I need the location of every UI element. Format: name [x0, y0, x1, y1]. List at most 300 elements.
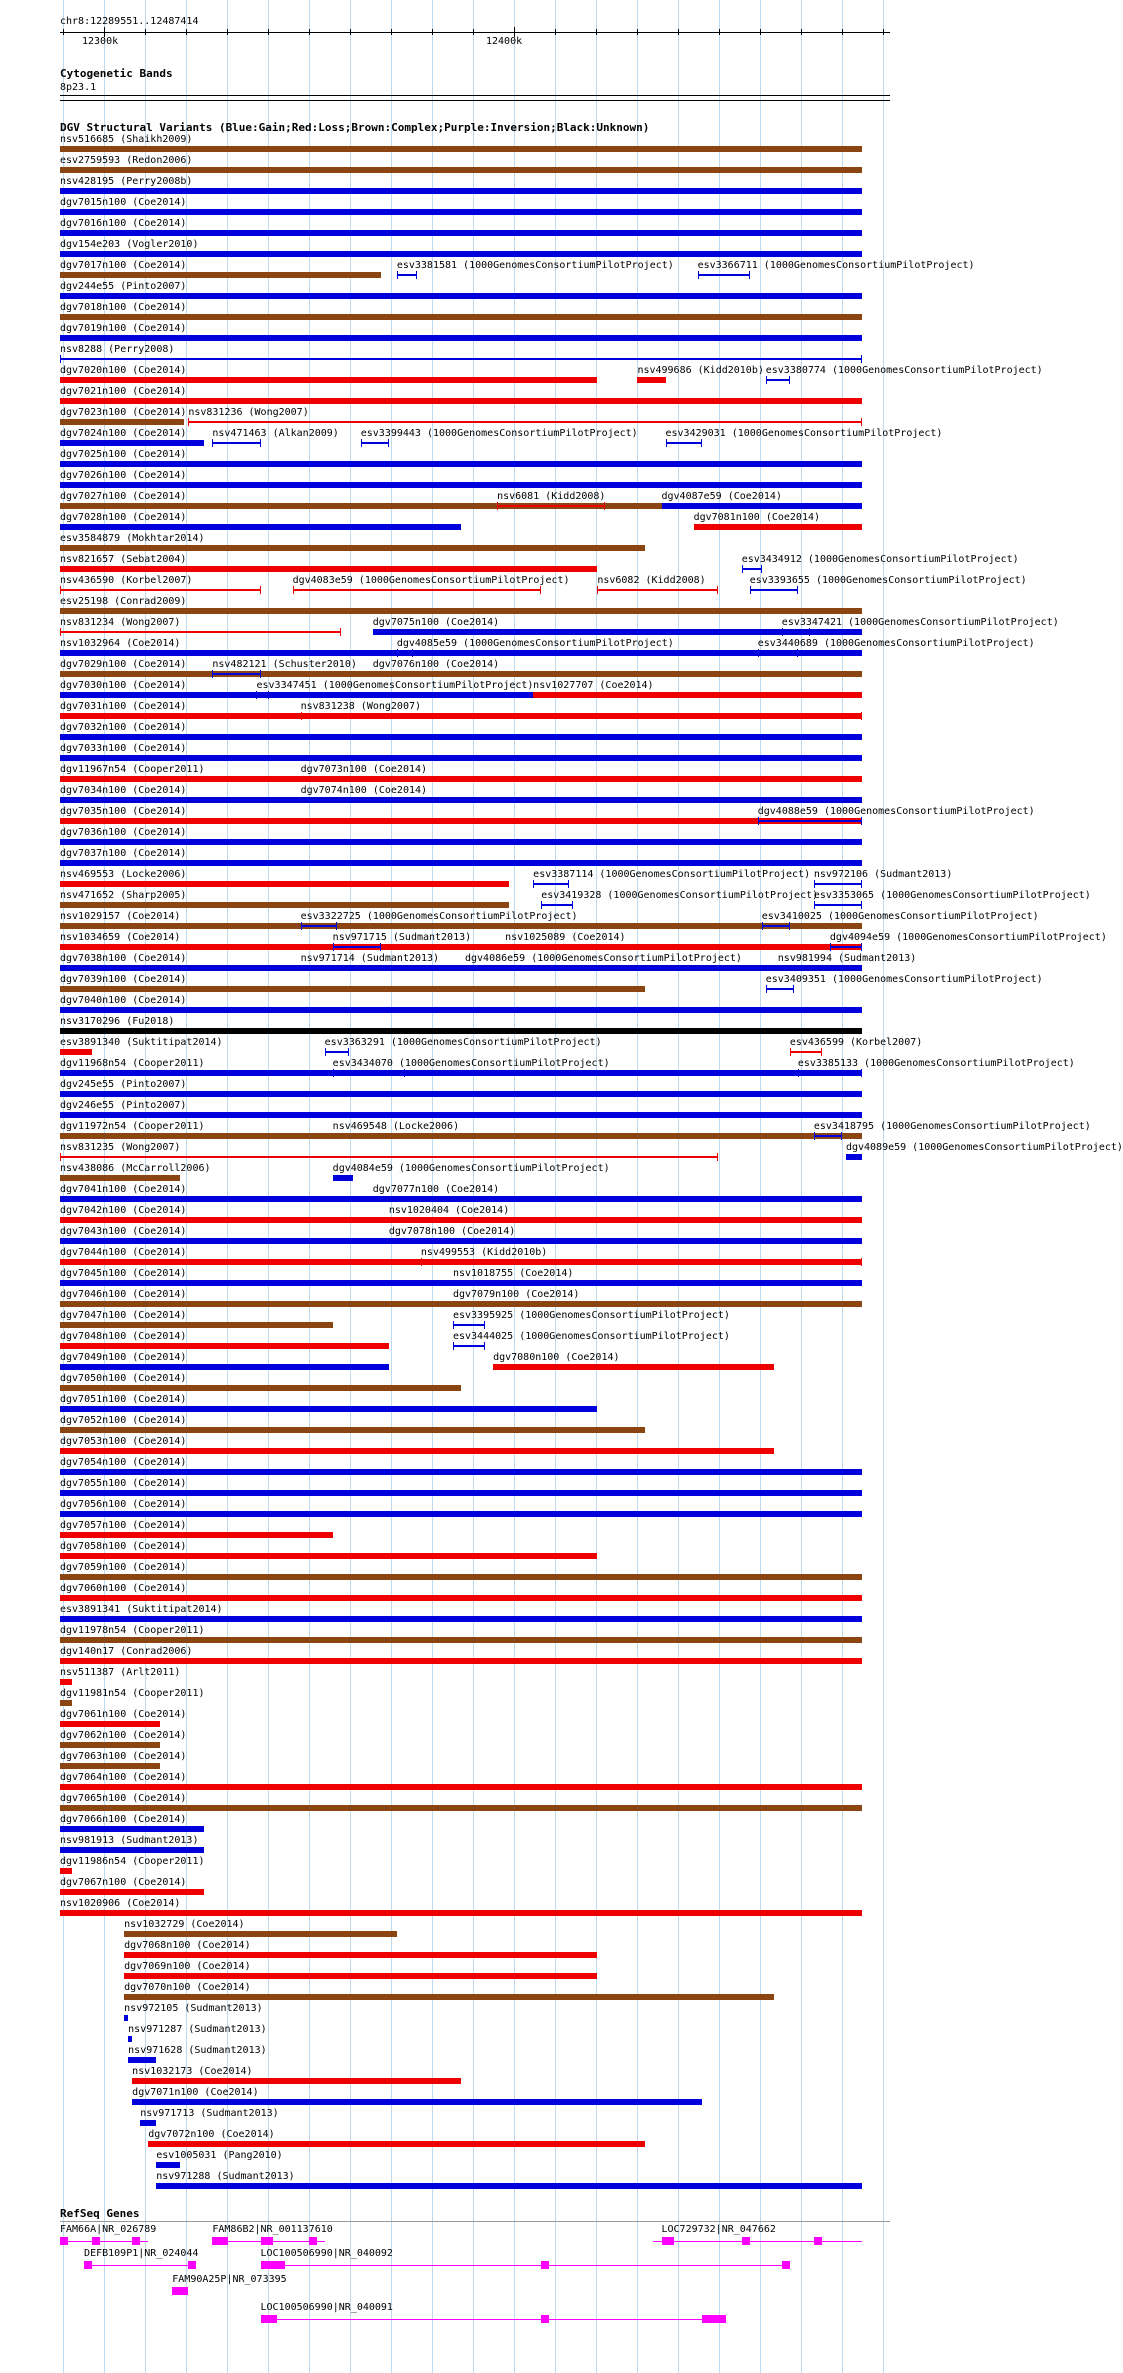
- variant-label[interactable]: dgv7073n100 (Coe2014): [300, 764, 428, 775]
- variant-label[interactable]: nsv971288 (Sudmant2013): [156, 2171, 295, 2182]
- variant-label[interactable]: esv3584879 (Mokhtar2014): [60, 533, 205, 544]
- variant-label[interactable]: nsv821657 (Sebat2004): [60, 554, 187, 565]
- variant-bar[interactable]: [60, 293, 862, 299]
- variant-label[interactable]: dgv7039n100 (Coe2014): [60, 974, 187, 985]
- variant-label[interactable]: dgv7071n100 (Coe2014): [132, 2087, 259, 2098]
- variant-bar[interactable]: [637, 377, 665, 383]
- variant-bar[interactable]: [60, 167, 862, 173]
- variant-label[interactable]: dgv4085e59 (1000GenomesConsortiumPilotProject): [396, 638, 674, 649]
- variant-bar[interactable]: [128, 2036, 132, 2042]
- variant-label[interactable]: esv2759593 (Redon2006): [60, 155, 193, 166]
- variant-label[interactable]: nsv972106 (Sudmant2013): [813, 869, 953, 880]
- variant-label[interactable]: dgv140n17 (Conrad2006): [60, 1646, 193, 1657]
- gene-label[interactable]: LOC100506990|NR_040091: [260, 2302, 393, 2313]
- gene-intron-line[interactable]: [261, 2265, 790, 2266]
- variant-label[interactable]: esv3891341 (Suktitipat2014): [60, 1604, 223, 1615]
- variant-label[interactable]: esv3434070 (1000GenomesConsortiumPilotProject): [332, 1058, 610, 1069]
- gene-label[interactable]: LOC729732|NR_047662: [661, 2224, 776, 2235]
- variant-label[interactable]: nsv981994 (Sudmant2013): [777, 953, 917, 964]
- variant-bar[interactable]: [694, 524, 862, 530]
- gene-intron-line[interactable]: [261, 2319, 726, 2320]
- variant-label[interactable]: dgv7028n100 (Coe2014): [60, 512, 187, 523]
- variant-bar[interactable]: [128, 2057, 156, 2063]
- variant-label[interactable]: nsv1018755 (Coe2014): [452, 1268, 574, 1279]
- variant-label[interactable]: esv3444025 (1000GenomesConsortiumPilotProject): [452, 1331, 730, 1342]
- variant-label[interactable]: nsv981913 (Sudmant2013): [60, 1835, 199, 1846]
- variant-label[interactable]: nsv469553 (Locke2006): [60, 869, 187, 880]
- variant-label[interactable]: nsv3170296 (Fu2018): [60, 1016, 175, 1027]
- variant-label[interactable]: esv3891340 (Suktitipat2014): [60, 1037, 223, 1048]
- variant-bar[interactable]: [60, 461, 862, 467]
- variant-bar[interactable]: [60, 1826, 204, 1832]
- variant-bar[interactable]: [60, 1469, 862, 1475]
- variant-label[interactable]: dgv7079n100 (Coe2014): [452, 1289, 580, 1300]
- variant-bar[interactable]: [333, 946, 381, 948]
- variant-bar[interactable]: [698, 274, 750, 276]
- variant-bar[interactable]: [60, 398, 862, 404]
- variant-bar[interactable]: [766, 379, 790, 381]
- variant-label[interactable]: nsv971287 (Sudmant2013): [128, 2024, 267, 2035]
- gene-exon[interactable]: [662, 2237, 674, 2245]
- variant-label[interactable]: nsv8288 (Perry2008): [60, 344, 175, 355]
- variant-label[interactable]: dgv7029n100 (Coe2014): [60, 659, 187, 670]
- variant-label[interactable]: nsv972105 (Sudmant2013): [124, 2003, 263, 2014]
- variant-label[interactable]: dgv4083e59 (1000GenomesConsortiumPilotProject): [292, 575, 570, 586]
- variant-label[interactable]: dgv7037n100 (Coe2014): [60, 848, 187, 859]
- variant-label[interactable]: dgv7024n100 (Coe2014): [60, 428, 187, 439]
- variant-label[interactable]: dgv7065n100 (Coe2014): [60, 1793, 187, 1804]
- variant-label[interactable]: esv3393655 (1000GenomesConsortiumPilotProject): [749, 575, 1027, 586]
- variant-label[interactable]: dgv7078n100 (Coe2014): [388, 1226, 516, 1237]
- variant-label[interactable]: nsv6081 (Kidd2008): [497, 491, 606, 502]
- variant-bar[interactable]: [60, 1511, 862, 1517]
- variant-label[interactable]: esv3419328 (1000GenomesConsortiumPilotProject): [541, 890, 819, 901]
- variant-bar[interactable]: [373, 1196, 862, 1202]
- gene-exon[interactable]: [742, 2237, 750, 2245]
- variant-label[interactable]: dgv7055n100 (Coe2014): [60, 1478, 187, 1489]
- variant-bar[interactable]: [60, 1784, 862, 1790]
- variant-bar[interactable]: [60, 146, 862, 152]
- gene-exon[interactable]: [261, 2315, 277, 2323]
- variant-label[interactable]: nsv482121 (Schuster2010): [212, 659, 357, 670]
- variant-bar[interactable]: [60, 1553, 597, 1559]
- variant-label[interactable]: dgv7052n100 (Coe2014): [60, 1415, 187, 1426]
- gene-label[interactable]: FAM86B2|NR_001137610: [212, 2224, 333, 2235]
- variant-label[interactable]: dgv7072n100 (Coe2014): [148, 2129, 275, 2140]
- variant-bar[interactable]: [453, 1301, 862, 1307]
- variant-bar[interactable]: [505, 944, 862, 950]
- variant-label[interactable]: esv436599 (Korbel2007): [789, 1037, 923, 1048]
- variant-label[interactable]: dgv7064n100 (Coe2014): [60, 1772, 187, 1783]
- variant-bar[interactable]: [60, 1448, 774, 1454]
- variant-label[interactable]: dgv7062n100 (Coe2014): [60, 1730, 187, 1741]
- variant-bar[interactable]: [60, 482, 862, 488]
- variant-label[interactable]: nsv831236 (Wong2007): [188, 407, 309, 418]
- variant-label[interactable]: dgv7081n100 (Coe2014): [693, 512, 821, 523]
- variant-bar[interactable]: [60, 1406, 597, 1412]
- variant-bar[interactable]: [830, 946, 862, 948]
- variant-label[interactable]: dgv7025n100 (Coe2014): [60, 449, 187, 460]
- gene-exon[interactable]: [814, 2237, 822, 2245]
- variant-bar[interactable]: [60, 1616, 862, 1622]
- gene-label[interactable]: DEFB109P1|NR_024044: [84, 2248, 199, 2259]
- variant-label[interactable]: nsv971628 (Sudmant2013): [128, 2045, 267, 2056]
- variant-label[interactable]: esv3434912 (1000GenomesConsortiumPilotProject): [741, 554, 1019, 565]
- variant-bar[interactable]: [453, 1345, 485, 1347]
- variant-label[interactable]: esv3387114 (1000GenomesConsortiumPilotProject): [533, 869, 811, 880]
- variant-bar[interactable]: [325, 1051, 349, 1053]
- variant-bar[interactable]: [60, 1847, 204, 1853]
- variant-label[interactable]: dgv7018n100 (Coe2014): [60, 302, 187, 313]
- variant-bar[interactable]: [397, 274, 417, 276]
- variant-label[interactable]: nsv471652 (Sharp2005): [60, 890, 187, 901]
- variant-bar[interactable]: [301, 797, 862, 803]
- variant-label[interactable]: esv25198 (Conrad2009): [60, 596, 187, 607]
- variant-bar[interactable]: [60, 1721, 160, 1727]
- variant-label[interactable]: dgv244e55 (Pinto2007): [60, 281, 187, 292]
- variant-bar[interactable]: [662, 503, 863, 509]
- variant-bar[interactable]: [533, 692, 862, 698]
- variant-label[interactable]: nsv971715 (Sudmant2013): [332, 932, 472, 943]
- variant-label[interactable]: esv3380774 (1000GenomesConsortiumPilotProject): [765, 365, 1043, 376]
- variant-label[interactable]: esv3353065 (1000GenomesConsortiumPilotProject): [813, 890, 1091, 901]
- variant-bar[interactable]: [541, 904, 573, 906]
- variant-bar[interactable]: [60, 1175, 180, 1181]
- variant-label[interactable]: dgv7053n100 (Coe2014): [60, 1436, 187, 1447]
- variant-label[interactable]: dgv7050n100 (Coe2014): [60, 1373, 187, 1384]
- variant-bar[interactable]: [60, 1028, 862, 1034]
- variant-bar[interactable]: [124, 1994, 774, 2000]
- variant-bar[interactable]: [60, 1679, 72, 1685]
- variant-bar[interactable]: [60, 1805, 862, 1811]
- variant-label[interactable]: dgv4087e59 (Coe2014): [661, 491, 782, 502]
- variant-bar[interactable]: [60, 1091, 862, 1097]
- variant-bar[interactable]: [60, 545, 645, 551]
- variant-label[interactable]: nsv831235 (Wong2007): [60, 1142, 181, 1153]
- variant-label[interactable]: dgv7026n100 (Coe2014): [60, 470, 187, 481]
- variant-bar[interactable]: [301, 715, 862, 717]
- variant-label[interactable]: dgv7048n100 (Coe2014): [60, 1331, 187, 1342]
- variant-bar[interactable]: [389, 1217, 862, 1223]
- variant-bar[interactable]: [762, 925, 790, 927]
- variant-label[interactable]: esv3399443 (1000GenomesConsortiumPilotProject): [360, 428, 638, 439]
- variant-label[interactable]: esv3395925 (1000GenomesConsortiumPilotProject): [452, 1310, 730, 1321]
- variant-label[interactable]: nsv428195 (Perry2008b): [60, 176, 193, 187]
- variant-bar[interactable]: [60, 272, 381, 278]
- variant-bar[interactable]: [533, 883, 569, 885]
- variant-label[interactable]: dgv11978n54 (Cooper2011): [60, 1625, 205, 1636]
- variant-label[interactable]: dgv7043n100 (Coe2014): [60, 1226, 187, 1237]
- variant-bar[interactable]: [188, 421, 862, 423]
- variant-bar[interactable]: [361, 442, 389, 444]
- variant-label[interactable]: dgv7046n100 (Coe2014): [60, 1289, 187, 1300]
- variant-label[interactable]: esv3418795 (1000GenomesConsortiumPilotProject): [813, 1121, 1091, 1132]
- variant-label[interactable]: dgv7036n100 (Coe2014): [60, 827, 187, 838]
- variant-label[interactable]: dgv7051n100 (Coe2014): [60, 1394, 187, 1405]
- variant-bar[interactable]: [742, 568, 762, 570]
- variant-bar[interactable]: [60, 1742, 160, 1748]
- variant-bar[interactable]: [60, 860, 862, 866]
- variant-label[interactable]: dgv7019n100 (Coe2014): [60, 323, 187, 334]
- variant-bar[interactable]: [60, 230, 862, 236]
- variant-bar[interactable]: [60, 377, 597, 383]
- variant-label[interactable]: nsv511387 (Arlt2011): [60, 1667, 181, 1678]
- variant-label[interactable]: dgv7017n100 (Coe2014): [60, 260, 187, 271]
- variant-label[interactable]: dgv7027n100 (Coe2014): [60, 491, 187, 502]
- gene-label[interactable]: FAM66A|NR_026789: [60, 2224, 157, 2235]
- variant-label[interactable]: dgv7074n100 (Coe2014): [300, 785, 428, 796]
- variant-label[interactable]: esv3409351 (1000GenomesConsortiumPilotProject): [765, 974, 1043, 985]
- gene-exon[interactable]: [212, 2237, 228, 2245]
- variant-bar[interactable]: [497, 505, 605, 507]
- variant-bar[interactable]: [666, 442, 702, 444]
- variant-label[interactable]: dgv7059n100 (Coe2014): [60, 1562, 187, 1573]
- variant-label[interactable]: dgv7042n100 (Coe2014): [60, 1205, 187, 1216]
- variant-label[interactable]: esv3385133 (1000GenomesConsortiumPilotProject): [797, 1058, 1075, 1069]
- variant-label[interactable]: dgv7016n100 (Coe2014): [60, 218, 187, 229]
- variant-label[interactable]: esv3322725 (1000GenomesConsortiumPilotProject): [300, 911, 578, 922]
- cytoband-track-title[interactable]: Cytogenetic Bands: [60, 67, 173, 80]
- variant-label[interactable]: nsv971713 (Sudmant2013): [140, 2108, 279, 2119]
- variant-bar[interactable]: [60, 419, 184, 425]
- variant-bar[interactable]: [60, 251, 862, 257]
- variant-label[interactable]: nsv971714 (Sudmant2013): [300, 953, 440, 964]
- variant-bar[interactable]: [60, 1889, 204, 1895]
- variant-label[interactable]: nsv1032173 (Coe2014): [132, 2066, 253, 2077]
- variant-label[interactable]: nsv1020906 (Coe2014): [60, 1898, 181, 1909]
- variant-bar[interactable]: [465, 965, 477, 971]
- variant-bar[interactable]: [60, 1364, 389, 1370]
- variant-bar[interactable]: [124, 1952, 597, 1958]
- variant-bar[interactable]: [60, 1637, 862, 1643]
- variant-bar[interactable]: [60, 440, 204, 446]
- variant-bar[interactable]: [814, 1135, 842, 1137]
- variant-bar[interactable]: [60, 1595, 862, 1601]
- variant-label[interactable]: dgv11981n54 (Cooper2011): [60, 1688, 205, 1699]
- variant-label[interactable]: esv1005031 (Pang2010): [156, 2150, 283, 2161]
- variant-bar[interactable]: [60, 209, 862, 215]
- variant-bar[interactable]: [421, 1261, 862, 1263]
- variant-bar[interactable]: [293, 589, 542, 591]
- variant-bar[interactable]: [60, 1658, 862, 1664]
- variant-label[interactable]: nsv499686 (Kidd2010b): [637, 365, 764, 376]
- variant-bar[interactable]: [333, 1133, 766, 1139]
- variant-label[interactable]: dgv11986n54 (Cooper2011): [60, 1856, 205, 1867]
- gene-exon[interactable]: [84, 2261, 92, 2269]
- variant-bar[interactable]: [750, 589, 798, 591]
- variant-bar[interactable]: [798, 1072, 862, 1074]
- variant-label[interactable]: dgv7033n100 (Coe2014): [60, 743, 187, 754]
- variant-label[interactable]: dgv7021n100 (Coe2014): [60, 386, 187, 397]
- gene-exon[interactable]: [541, 2315, 549, 2323]
- variant-label[interactable]: esv3410025 (1000GenomesConsortiumPilotProject): [761, 911, 1039, 922]
- variant-label[interactable]: dgv246e55 (Pinto2007): [60, 1100, 187, 1111]
- variant-bar[interactable]: [60, 1700, 72, 1706]
- variant-bar[interactable]: [790, 1051, 822, 1053]
- variant-label[interactable]: dgv7054n100 (Coe2014): [60, 1457, 187, 1468]
- variant-label[interactable]: dgv7077n100 (Coe2014): [372, 1184, 500, 1195]
- variant-label[interactable]: dgv7041n100 (Coe2014): [60, 1184, 187, 1195]
- variant-bar[interactable]: [301, 925, 337, 927]
- variant-label[interactable]: nsv1027707 (Coe2014): [533, 680, 654, 691]
- variant-bar[interactable]: [60, 358, 862, 360]
- variant-bar[interactable]: [60, 335, 862, 341]
- variant-label[interactable]: nsv1032729 (Coe2014): [124, 1919, 245, 1930]
- variant-label[interactable]: nsv1032964 (Coe2014): [60, 638, 181, 649]
- variant-label[interactable]: dgv7067n100 (Coe2014): [60, 1877, 187, 1888]
- variant-label[interactable]: dgv11972n54 (Cooper2011): [60, 1121, 205, 1132]
- variant-label[interactable]: dgv7015n100 (Coe2014): [60, 197, 187, 208]
- variant-bar[interactable]: [597, 589, 717, 591]
- variant-bar[interactable]: [778, 965, 862, 971]
- variant-label[interactable]: dgv7069n100 (Coe2014): [124, 1961, 251, 1972]
- variant-bar[interactable]: [60, 1763, 160, 1769]
- variant-bar[interactable]: [758, 652, 798, 654]
- variant-label[interactable]: nsv1020404 (Coe2014): [388, 1205, 510, 1216]
- variant-bar[interactable]: [60, 650, 862, 656]
- variant-label[interactable]: dgv7044n100 (Coe2014): [60, 1247, 187, 1258]
- variant-bar[interactable]: [60, 1112, 862, 1118]
- variant-label[interactable]: dgv7056n100 (Coe2014): [60, 1499, 187, 1510]
- variant-label[interactable]: dgv7063n100 (Coe2014): [60, 1751, 187, 1762]
- variant-bar[interactable]: [60, 1532, 333, 1538]
- variant-bar[interactable]: [60, 1385, 461, 1391]
- variant-label[interactable]: dgv7047n100 (Coe2014): [60, 1310, 187, 1321]
- dgv-track-title[interactable]: DGV Structural Variants (Blue:Gain;Red:Loss;Brown:Complex;Purple:Inversion;Black:Unknown): [60, 121, 650, 134]
- variant-label[interactable]: dgv7058n100 (Coe2014): [60, 1541, 187, 1552]
- variant-bar[interactable]: [60, 188, 862, 194]
- variant-bar[interactable]: [60, 839, 862, 845]
- variant-bar[interactable]: [60, 1427, 645, 1433]
- variant-label[interactable]: nsv6082 (Kidd2008): [597, 575, 706, 586]
- variant-bar[interactable]: [60, 818, 862, 824]
- variant-label[interactable]: nsv831238 (Wong2007): [300, 701, 422, 712]
- gene-intron-line[interactable]: [84, 2265, 196, 2266]
- variant-label[interactable]: dgv7070n100 (Coe2014): [124, 1982, 251, 1993]
- variant-bar[interactable]: [60, 608, 862, 614]
- variant-bar[interactable]: [60, 734, 862, 740]
- variant-label[interactable]: nsv499553 (Kidd2010b): [420, 1247, 548, 1258]
- variant-label[interactable]: dgv7030n100 (Coe2014): [60, 680, 187, 691]
- variant-label[interactable]: nsv1034659 (Coe2014): [60, 932, 181, 943]
- gene-exon[interactable]: [309, 2237, 317, 2245]
- gene-exon[interactable]: [188, 2261, 196, 2269]
- variant-label[interactable]: dgv7080n100 (Coe2014): [493, 1352, 620, 1363]
- gene-exon[interactable]: [702, 2315, 726, 2323]
- gene-exon[interactable]: [92, 2237, 100, 2245]
- variant-bar[interactable]: [60, 1490, 862, 1496]
- variant-bar[interactable]: [124, 1931, 397, 1937]
- variant-bar[interactable]: [373, 671, 862, 677]
- variant-label[interactable]: dgv7040n100 (Coe2014): [60, 995, 187, 1006]
- variant-label[interactable]: nsv438086 (McCarroll2006): [60, 1163, 211, 1174]
- variant-bar[interactable]: [60, 1343, 389, 1349]
- variant-bar[interactable]: [60, 923, 862, 929]
- variant-bar[interactable]: [397, 652, 413, 654]
- variant-bar[interactable]: [758, 820, 862, 822]
- variant-label[interactable]: dgv7049n100 (Coe2014): [60, 1352, 187, 1363]
- variant-bar[interactable]: [124, 1973, 597, 1979]
- variant-bar[interactable]: [766, 988, 794, 990]
- variant-label[interactable]: dgv7023n100 (Coe2014): [60, 407, 187, 418]
- variant-label[interactable]: esv3363291 (1000GenomesConsortiumPilotProject): [324, 1037, 602, 1048]
- variant-bar[interactable]: [60, 1070, 862, 1076]
- gene-exon[interactable]: [782, 2261, 790, 2269]
- variant-label[interactable]: dgv7068n100 (Coe2014): [124, 1940, 251, 1951]
- variant-bar[interactable]: [60, 589, 261, 591]
- variant-label[interactable]: nsv831234 (Wong2007): [60, 617, 181, 628]
- variant-label[interactable]: dgv7061n100 (Coe2014): [60, 1709, 187, 1720]
- variant-label[interactable]: dgv7057n100 (Coe2014): [60, 1520, 187, 1531]
- variant-label[interactable]: dgv7060n100 (Coe2014): [60, 1583, 187, 1594]
- variant-bar[interactable]: [453, 1280, 862, 1286]
- gene-exon[interactable]: [261, 2237, 273, 2245]
- variant-bar[interactable]: [389, 1238, 862, 1244]
- gene-exon[interactable]: [541, 2261, 549, 2269]
- variant-bar[interactable]: [60, 314, 862, 320]
- variant-label[interactable]: nsv1029157 (Coe2014): [60, 911, 181, 922]
- variant-bar[interactable]: [493, 1364, 774, 1370]
- variant-bar[interactable]: [782, 631, 810, 633]
- variant-bar[interactable]: [60, 986, 645, 992]
- gene-label[interactable]: LOC100506990|NR_040092: [260, 2248, 393, 2259]
- variant-label[interactable]: nsv469548 (Locke2006): [332, 1121, 460, 1132]
- variant-bar[interactable]: [60, 1868, 72, 1874]
- variant-label[interactable]: esv3440689 (1000GenomesConsortiumPilotProject): [757, 638, 1035, 649]
- variant-bar[interactable]: [60, 755, 862, 761]
- gene-exon[interactable]: [132, 2237, 140, 2245]
- variant-label[interactable]: dgv4089e59 (1000GenomesConsortiumPilotProject): [845, 1142, 1123, 1153]
- variant-bar[interactable]: [60, 1156, 718, 1158]
- variant-bar[interactable]: [453, 1324, 485, 1326]
- variant-label[interactable]: dgv4084e59 (1000GenomesConsortiumPilotProject): [332, 1163, 610, 1174]
- variant-label[interactable]: dgv7031n100 (Coe2014): [60, 701, 187, 712]
- variant-label[interactable]: nsv471463 (Alkan2009): [212, 428, 339, 439]
- variant-label[interactable]: dgv7020n100 (Coe2014): [60, 365, 187, 376]
- variant-bar[interactable]: [212, 673, 260, 675]
- variant-label[interactable]: dgv245e55 (Pinto2007): [60, 1079, 187, 1090]
- variant-bar[interactable]: [60, 881, 509, 887]
- variant-bar[interactable]: [333, 1175, 353, 1181]
- variant-label[interactable]: dgv7034n100 (Coe2014): [60, 785, 187, 796]
- refseq-track-title[interactable]: RefSeq Genes: [60, 2207, 140, 2220]
- variant-label[interactable]: dgv154e203 (Vogler2010): [60, 239, 199, 250]
- variant-bar[interactable]: [814, 883, 862, 885]
- variant-label[interactable]: dgv7038n100 (Coe2014): [60, 953, 187, 964]
- variant-bar[interactable]: [846, 1154, 862, 1160]
- variant-label[interactable]: esv3381581 (1000GenomesConsortiumPilotProject): [396, 260, 674, 271]
- variant-label[interactable]: dgv7075n100 (Coe2014): [372, 617, 500, 628]
- gene-exon[interactable]: [261, 2261, 285, 2269]
- variant-bar[interactable]: [60, 524, 461, 530]
- variant-bar[interactable]: [212, 442, 260, 444]
- variant-bar[interactable]: [148, 2141, 645, 2147]
- variant-bar[interactable]: [60, 1049, 92, 1055]
- variant-label[interactable]: dgv4094e59 (1000GenomesConsortiumPilotProject): [829, 932, 1107, 943]
- gene-label[interactable]: FAM90A25P|NR_073395: [172, 2274, 287, 2285]
- variant-label[interactable]: dgv4088e59 (1000GenomesConsortiumPilotProject): [757, 806, 1035, 817]
- gene-intron-line[interactable]: [653, 2241, 862, 2242]
- variant-bar[interactable]: [156, 2162, 180, 2168]
- variant-bar[interactable]: [132, 2099, 701, 2105]
- variant-bar[interactable]: [60, 1910, 862, 1916]
- variant-bar[interactable]: [333, 1072, 405, 1074]
- variant-bar[interactable]: [124, 2015, 128, 2021]
- variant-bar[interactable]: [60, 1574, 862, 1580]
- variant-bar[interactable]: [132, 2078, 461, 2084]
- variant-bar[interactable]: [60, 965, 862, 971]
- variant-label[interactable]: dgv7066n100 (Coe2014): [60, 1814, 187, 1825]
